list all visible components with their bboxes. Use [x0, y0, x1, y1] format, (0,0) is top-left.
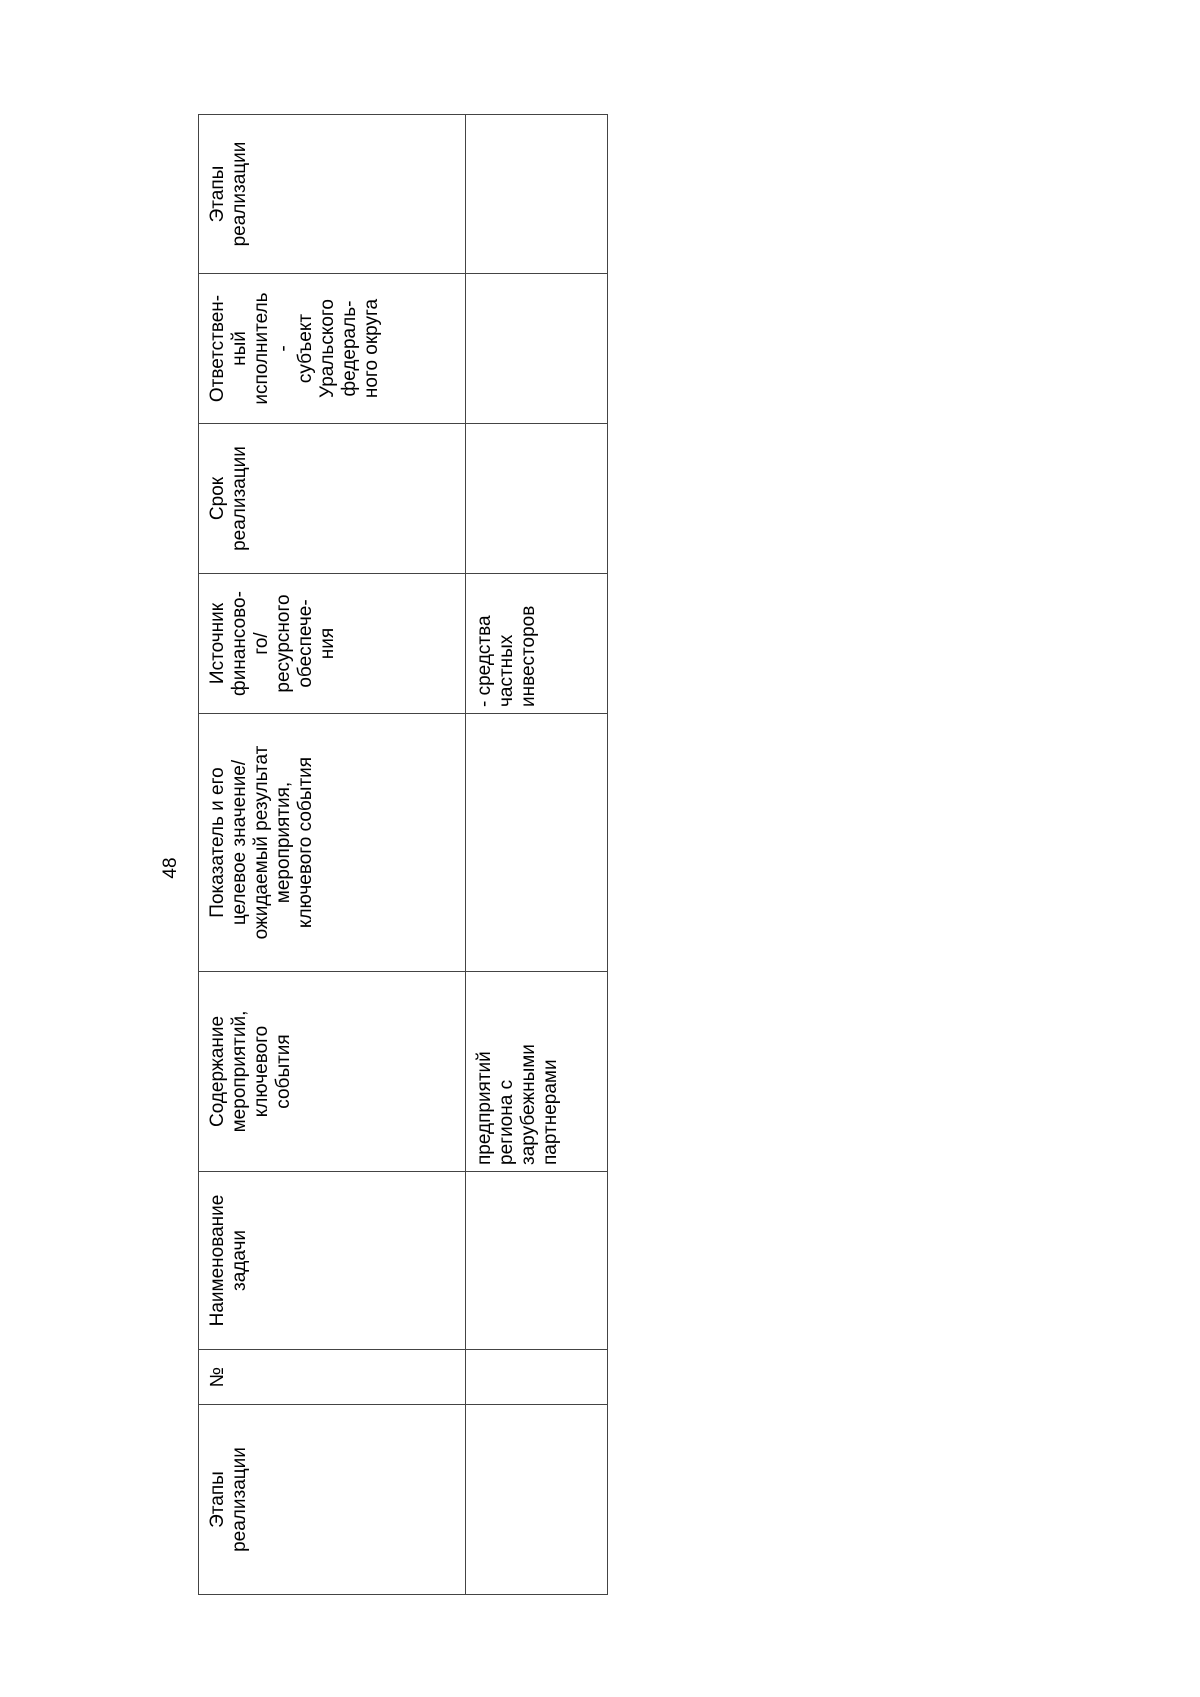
cell-responsible [466, 274, 608, 424]
header-indicator: Показатель и его целевое значение/ ожидаемый результат мероприятия, ключевого события [199, 714, 466, 972]
cell-number [466, 1350, 608, 1405]
header-activity-content: Содержание мероприятий, ключевого события [199, 972, 466, 1172]
cell-task-name [466, 1172, 608, 1350]
activities-table [198, 114, 608, 1595]
cell-stages-right [466, 115, 608, 274]
cell-activity-content: предприятий региона с зарубежными партнерами [466, 972, 608, 1172]
table-header-row [199, 115, 466, 1595]
header-number: № [199, 1350, 466, 1405]
table-row [466, 115, 608, 1595]
cell-deadline [466, 424, 608, 574]
header-deadline: Срок реализации [199, 424, 466, 574]
rotated-table-container [198, 115, 608, 1595]
cell-indicator [466, 714, 608, 972]
cell-stages [466, 1405, 608, 1595]
header-stages: Этапы реализации [199, 1405, 466, 1595]
header-funding-source: Источник финансово- го/ ресурсного обеспече- ния [199, 574, 466, 714]
header-task-name: Наименование задачи [199, 1172, 466, 1350]
header-responsible: Ответствен- ный исполнитель - субъект Уральского федераль- ного округа [199, 274, 466, 424]
header-stages-right: Этапы реализации [199, 115, 466, 274]
page-number: 48 [160, 857, 181, 879]
cell-funding-source: - средства частных инвесторов [466, 574, 608, 714]
